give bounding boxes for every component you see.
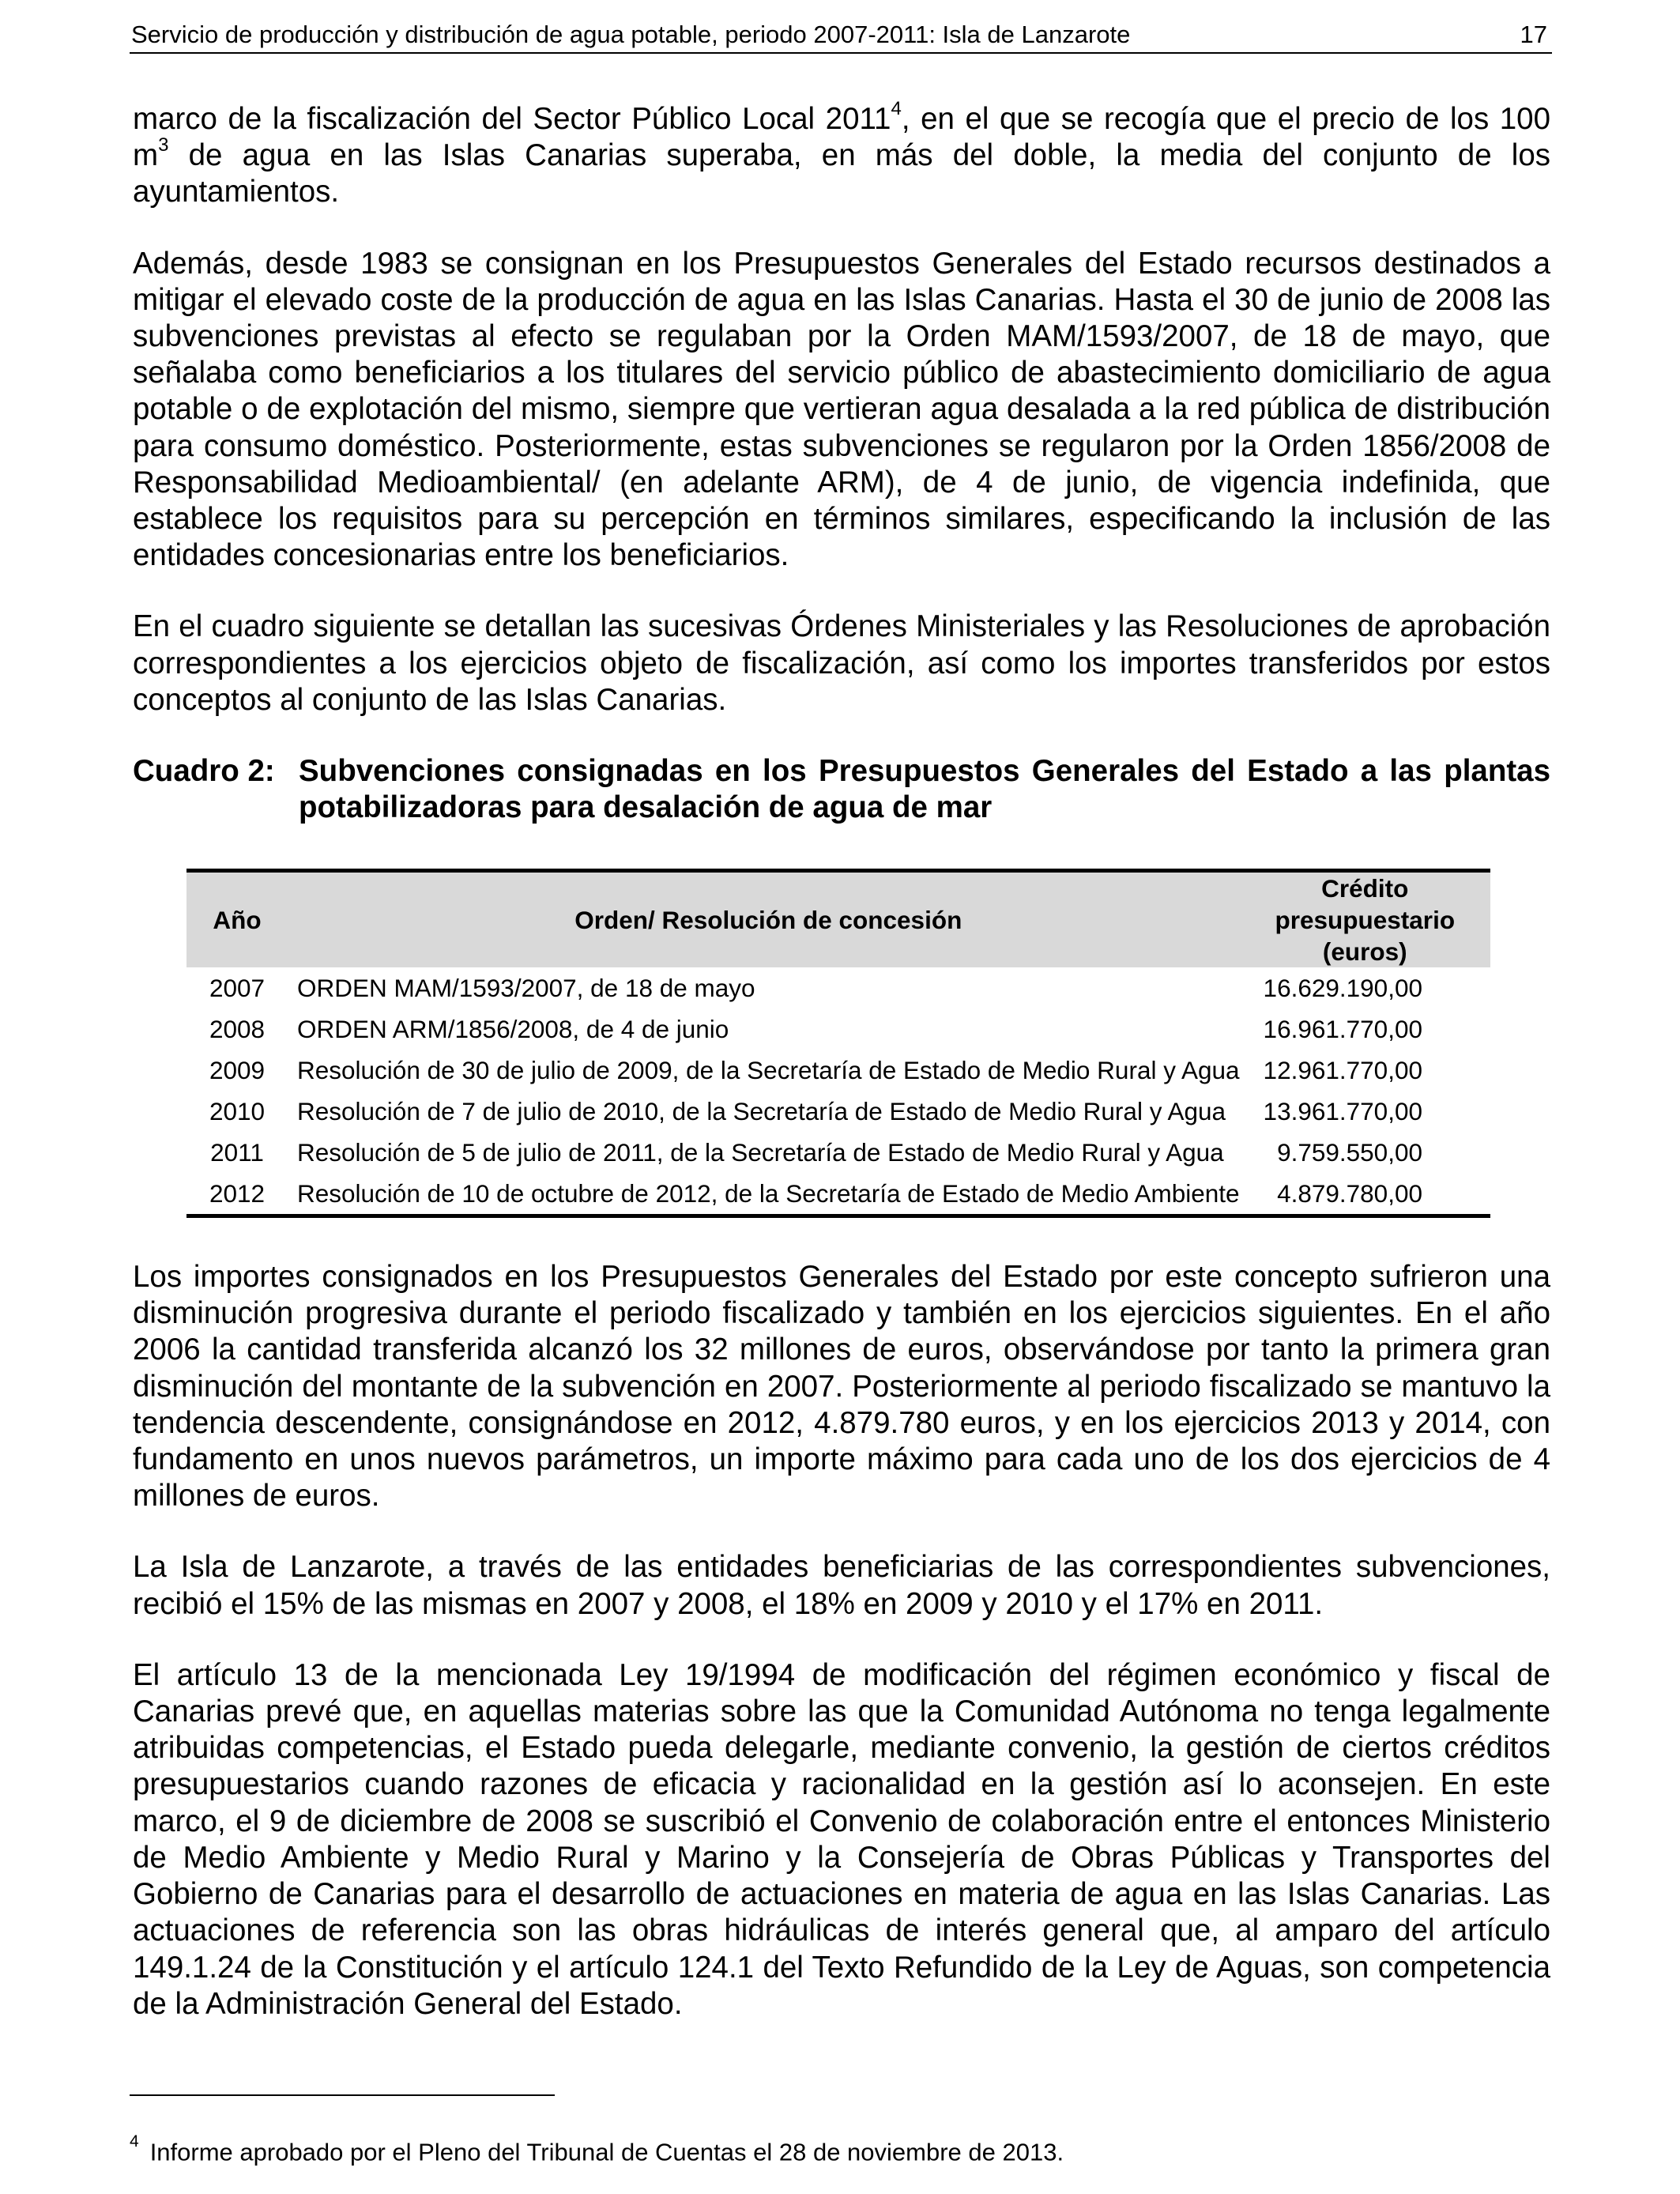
cell-order: ORDEN ARM/1856/2008, de 4 de junio: [297, 1014, 729, 1043]
header-amount-line2: (euros): [1322, 937, 1407, 967]
cell-order: Resolución de 5 de julio de 2011, de la Secretaría de Estado de Medio Rural y Agua: [297, 1137, 1224, 1167]
subsidies-table: [186, 869, 1490, 1218]
cell-year: 2009: [209, 1055, 266, 1084]
table-row: [186, 1132, 1490, 1173]
paragraph-4: Los importes consignados en los Presupuestos Generales del Estado por este concepto sufrieron una disminución progresiva durante el periodo fiscalizado y también en los ejercicios siguientes. En el año 2006 la cantidad transferida alcanzó los 32 millones de euros, observándose por tanto la primera gran disminución del montante de la subvención en 2007. Posteriormente al periodo fiscalizado se mantuvo la tendencia descendente, consignándose en 2012, 4.879.780 euros, y en los ejercicios 2013 y 2014, con fundamento en unos nuevos parámetros, un importe máximo para cada uno de los dos ejercicios de 4 millones de euros.: [133, 1260, 1550, 1514]
table-row: [186, 967, 1490, 1008]
table-header-row: [186, 871, 1490, 968]
cell-order: Resolución de 10 de octubre de 2012, de la Secretaría de Estado de Medio Ambiente: [288, 1173, 1240, 1216]
footnote-reference[interactable]: 4: [891, 98, 902, 120]
superscript-cubed: 3: [158, 134, 169, 156]
paragraph-6: El artículo 13 de la mencionada Ley 19/1994 de modificación del régimen económico y fiscal de Canarias prevé que, en aquellas materias sobre las que la Comunidad Autónoma no tenga legalmente atribuidas competencias, el Estado pueda delegarle, mediante convenio, la gestión de ciertos créditos presupuestarios cuando razones de eficacia y racionalidad en la gestión así lo aconsejen. En este marco, el 9 de diciembre de 2008 se suscribió el Convenio de colaboración entre el entonces Ministerio de Medio Ambiente y Medio Rural y Marino y la Consejería de Obras Públicas y Transportes del Gobierno de Canarias para el desarrollo de actuaciones en materia de agua en las Islas Canarias. Las actuaciones de referencia son las obras hidráulicas de interés general que, al amparo del artículo 149.1.24 de la Constitución y el artículo 124.1 del Texto Refundido de la Ley de Aguas, son competencia de la Administración General del Estado.: [133, 1657, 1550, 2021]
cell-year: 2007: [209, 973, 266, 1002]
cell-year: 2010: [209, 1096, 266, 1125]
table-caption: [133, 753, 1550, 826]
table-row: [186, 1173, 1490, 1216]
table-row: [186, 1091, 1490, 1132]
cell-order: Resolución de 7 de julio de 2010, de la Secretaría de Estado de Medio Rural y Agua: [297, 1096, 1226, 1125]
header-amount-line1: Crédito presupuestario: [1275, 874, 1456, 935]
cell-amount: 16.961.770,00: [1263, 1014, 1422, 1043]
header-order: Orden/ Resolución de concesión: [288, 871, 1240, 968]
cell-amount: 16.629.190,00: [1263, 973, 1422, 1002]
paragraph-1: [133, 98, 1551, 211]
caption-label: Cuadro 2:: [133, 754, 275, 789]
cell-year: 2011: [210, 1137, 264, 1167]
table-row: [186, 1008, 1490, 1050]
caption-text: Subvenciones consignadas en los Presupuestos Generales del Estado a las plantas potabilizadoras para desalación de agua de mar: [299, 754, 1550, 825]
footnote-mark: 4: [130, 2132, 139, 2151]
header-title: Servicio de producción y distribución de agua potable, periodo 2007-2011: Isla de Lanzarote: [131, 21, 1131, 48]
page-header: [130, 21, 1552, 54]
cell-order: ORDEN MAM/1593/2007, de 18 de mayo: [297, 973, 755, 1002]
cell-order: Resolución de 30 de julio de 2009, de la Secretaría de Estado de Medio Rural y Agua: [297, 1055, 1240, 1084]
footnote-divider: [130, 2094, 555, 2096]
cell-amount: 12.961.770,00: [1263, 1055, 1422, 1084]
paragraph-1-text-b: , en el que se recogía que el precio de los 100 m: [133, 102, 1551, 173]
table-row: [186, 1050, 1490, 1091]
document-body: [133, 98, 1551, 2057]
page-number: 17: [1520, 21, 1547, 48]
paragraph-5: La Isla de Lanzarote, a través de las entidades beneficiarias de las correspondientes subvenciones, recibió el 15% de las mismas en 2007 y 2008, el 18% en 2009 y 2010 y el 17% en 2011.: [133, 1550, 1550, 1621]
cell-amount: 4.879.780,00: [1240, 1173, 1490, 1216]
header-year: Año: [186, 871, 288, 968]
cell-amount: 13.961.770,00: [1263, 1096, 1422, 1125]
paragraph-2: Además, desde 1983 se consignan en los Presupuestos Generales del Estado recursos destinados a mitigar el elevado coste de la producción de agua en las Islas Canarias. Hasta el 30 de junio de 2008 las subvenciones previstas al efecto se regulaban por la Orden MAM/1593/2007, de 18 de mayo, que señalaba como beneficiarios a los titulares del servicio público de abastecimiento domiciliario de agua potable o de explotación del mismo, siempre que vertieran agua desalada a la red pública de distribución para consumo doméstico. Posteriormente, estas subvenciones se regularon por la Orden 1856/2008 de Responsabilidad Medioambiental/ (en adelante ARM), de 4 de junio, de vigencia indefinida, que establece los requisitos para su percepción en términos similares, especificando la inclusión de las entidades concesionarias entre los beneficiarios.: [133, 246, 1550, 573]
paragraph-3: En el cuadro siguiente se detallan las sucesivas Órdenes Ministeriales y las Resoluciones de aprobación correspondientes a los ejercicios objeto de fiscalización, así como los importes transferidos por estos conceptos al conjunto de las Islas Canarias.: [133, 609, 1550, 717]
footnote-text: Informe aprobado por el Pleno del Tribunal de Cuentas el 28 de noviembre de 2013.: [149, 2138, 1064, 2166]
header-amount: [1240, 871, 1490, 968]
cell-amount: 9.759.550,00: [1277, 1137, 1422, 1167]
footnote: [130, 2132, 1064, 2166]
paragraph-1-text-c: de agua en las Islas Canarias superaba, en más del doble, la media del conjunto de los ayuntamientos.: [133, 138, 1550, 209]
cell-year: 2008: [209, 1014, 266, 1043]
cell-year: 2012: [186, 1173, 288, 1216]
paragraph-1-text-a: marco de la fiscalización del Sector Público Local 2011: [133, 102, 891, 136]
